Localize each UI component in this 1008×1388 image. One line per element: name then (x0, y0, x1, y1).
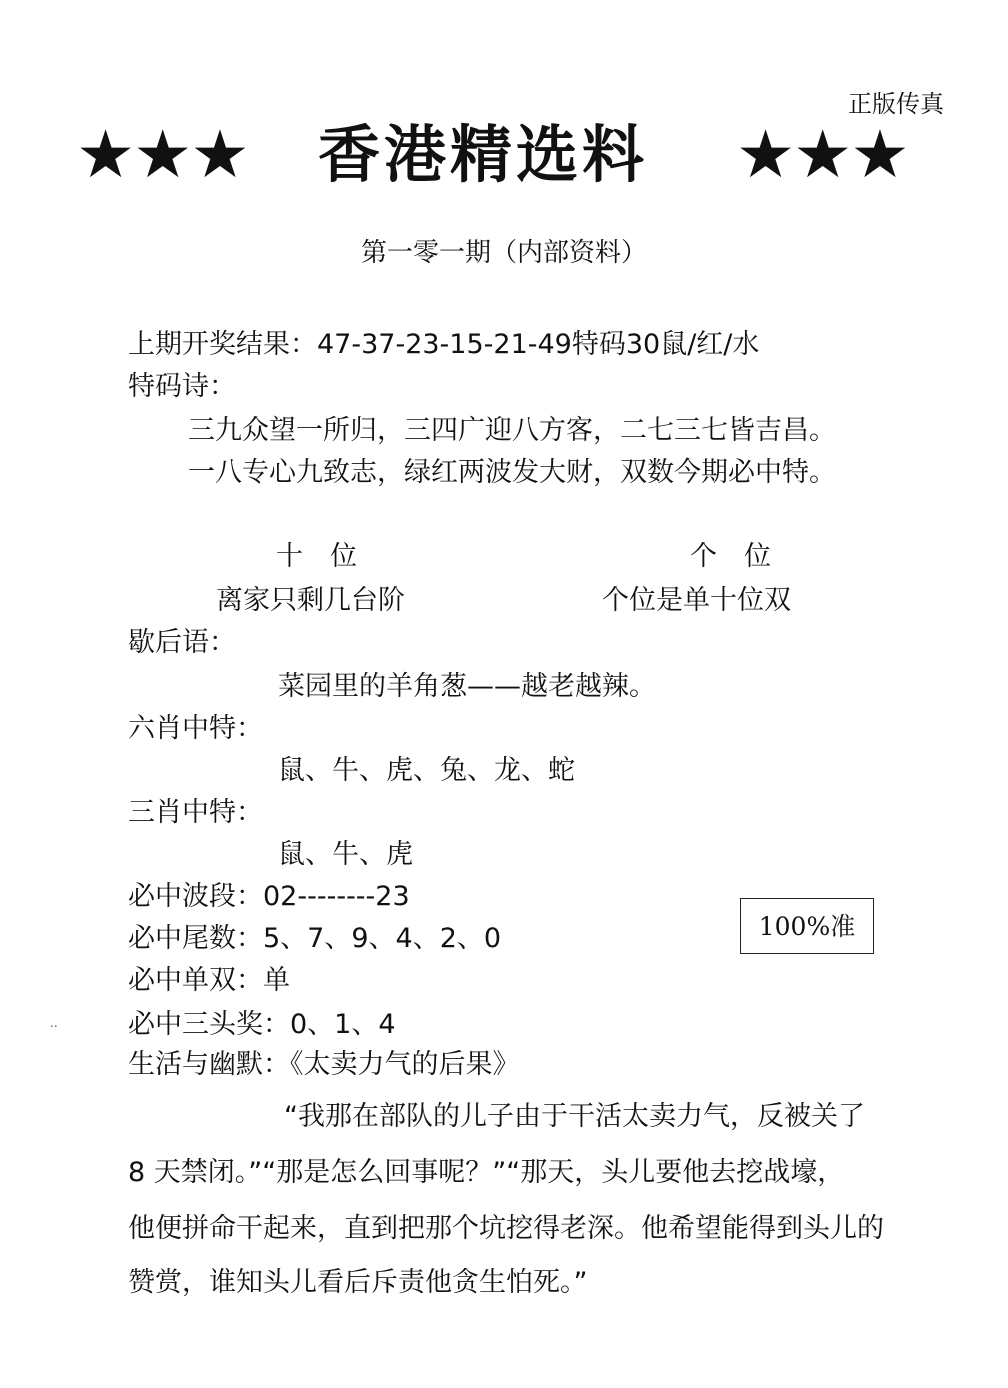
humor-line-1: “我那在部队的儿子由于干活太卖力气，反被关了 (284, 1101, 865, 1132)
stars-left-icon: ★★★ (76, 116, 248, 193)
margin-dots: .. (50, 1016, 58, 1030)
humor-label: 生活与幽默：《太卖力气的后果》 (128, 1049, 520, 1080)
poem-label: 特码诗： (128, 371, 236, 402)
last-result: 上期开奖结果：47-37-23-15-21-49特码30鼠/红/水 (128, 329, 760, 360)
tens-label: 十 位 (276, 541, 357, 572)
six-zodiac-value: 鼠、牛、虎、兔、龙、蛇 (278, 755, 575, 786)
stars-right-icon: ★★★ (736, 116, 908, 193)
six-zodiac-label: 六肖中特： (128, 713, 263, 744)
tail-numbers: 必中尾数：5、7、9、4、2、0 (128, 923, 502, 954)
accuracy-badge: 100%准 (740, 898, 874, 954)
title-row (0, 112, 1008, 198)
humor-line-2: 8 天禁闭。”“那是怎么回事呢？”“那天，头儿要他去挖战壕， (128, 1157, 845, 1188)
page-title: 香港精选料 (318, 118, 649, 191)
poem-line-1: 三九众望一所归，三四广迎八方客，二七三七皆吉昌。 (188, 415, 836, 446)
ones-label: 个 位 (690, 541, 771, 572)
humor-line-3: 他便拼命干起来，直到把那个坑挖得老深。他希望能得到头儿的 (128, 1213, 884, 1244)
issue-label: 第一零一期（内部资料） (360, 238, 647, 268)
ones-hint: 个位是单十位双 (602, 585, 791, 616)
fax-label: 正版传真 (848, 90, 944, 118)
proverb-label: 歇后语： (128, 627, 236, 658)
proverb-text: 菜园里的羊角葱——越老越辣。 (278, 671, 656, 702)
wave-range: 必中波段：02--------23 (128, 881, 410, 912)
three-zodiac-label: 三肖中特： (128, 797, 263, 828)
tens-hint: 离家只剩几台阶 (216, 585, 405, 616)
three-zodiac-value: 鼠、牛、虎 (278, 839, 413, 870)
odd-even: 必中单双：单 (128, 965, 290, 996)
poem-line-2: 一八专心九致志，绿红两波发大财，双数今期必中特。 (188, 457, 836, 488)
humor-line-4: 赞赏，谁知头儿看后斥责他贪生怕死。” (128, 1267, 588, 1298)
head-digits: 必中三头奖：0、1、4 (128, 1009, 396, 1040)
